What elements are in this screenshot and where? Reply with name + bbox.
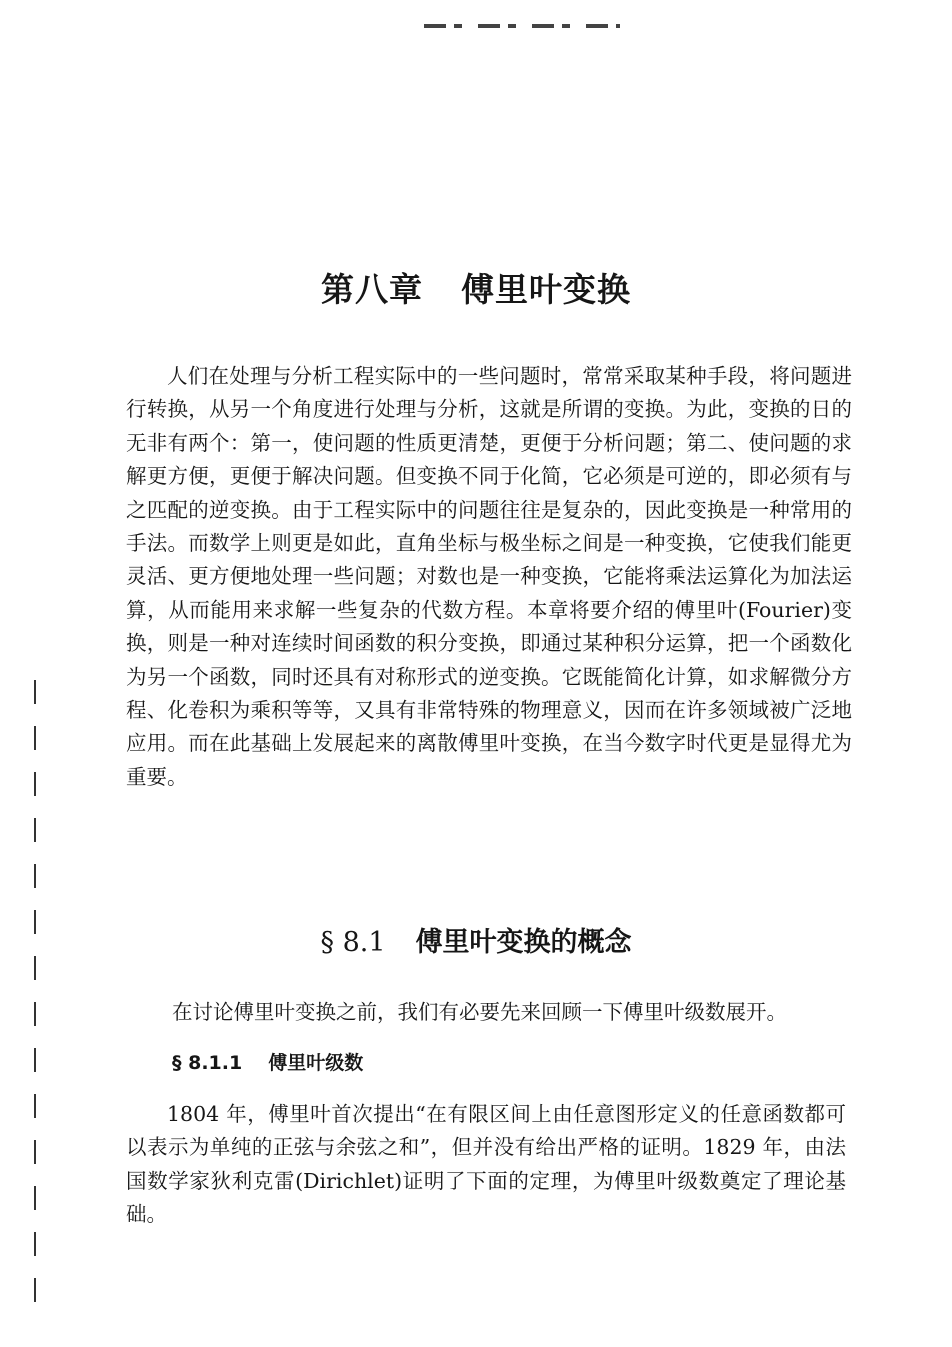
header-rule [424, 24, 620, 28]
section-title: 傅里叶变换的概念 [415, 927, 632, 958]
section-intro-text: 在讨论傅里叶变换之前，我们有必要先来回顾一下傅里叶级数展开。 [172, 1000, 787, 1024]
chapter-title [0, 264, 952, 311]
section-number: § 8.1 [320, 927, 386, 958]
subsection-number: § 8.1.1 [172, 1052, 243, 1074]
history-paragraph: 1804 年，傅里叶首次提出“在有限区间上由任意图形定义的任意函数都可以表示为单纯的正弦与余弦之和”，但并没有给出严格的证明。1829 年，由法国数学家狄利克雷(Dirichlet)证明了下面的定理，为傅里叶级数奠定了理论基础。 [126, 1102, 846, 1227]
binding-margin-marks [34, 680, 36, 1310]
intro-paragraph: 人们在处理与分析工程实际中的一些问题时，常常采取某种手段，将问题进行转换，从另一个角度进行处理与分析，这就是所谓的变换。为此，变换的日的无非有两个：第一，使问题的性质更清楚，更便于分析问题；第二、使问题的求解更方便，更便于解决问题。但变换不同于化简，它必须是可逆的，即必须有与之匹配的逆变换。由于工程实际中的问题往往是复杂的，因此变换是一种常用的手法。而数学上则更是如此，直角坐标与极坐标之间是一种变换，它使我们能更灵活、更方便地处理一些问题；对数也是一种变换，它能将乘法运算化为加法运算，从而能用来求解一些复杂的代数方程。本章将要介绍的傅里叶(Fourier)变换，则是一种对连续时间函数的积分变换，即通过某种积分运算，把一个函数化为另一个函数，同时还具有对称形式的逆变换。它既能简化计算，如求解微分方程、化卷积为乘积等等，又具有非常特殊的物理意义，因而在许多领域被广泛地应用。而在此基础上发展起来的离散傅里叶变换，在当今数字时代更是显得尤为重要。 [126, 364, 852, 789]
subsection-title: 傅里叶级数 [268, 1052, 364, 1074]
section-heading [0, 920, 952, 959]
chapter-label: 第八章 [321, 270, 423, 309]
subsection-heading [172, 1048, 363, 1075]
chapter-name: 傅里叶变换 [461, 270, 631, 309]
